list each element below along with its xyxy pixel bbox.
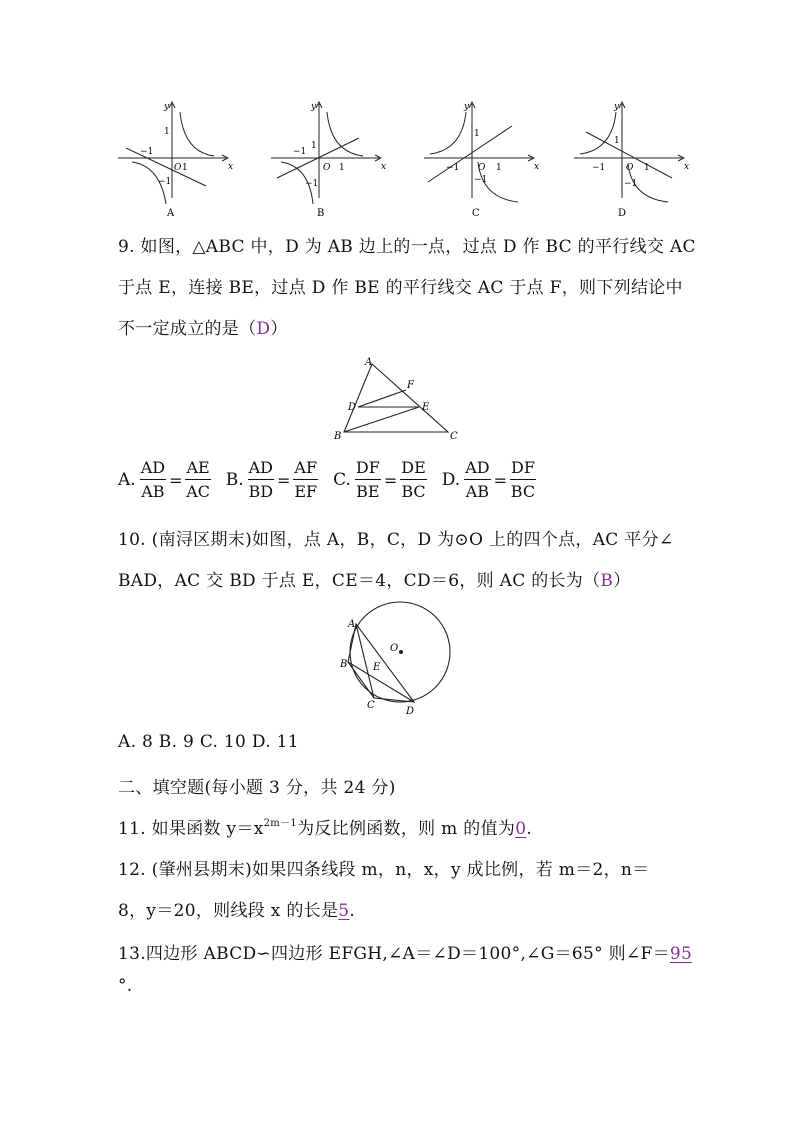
center-dot — [399, 650, 403, 654]
point-label: A — [365, 357, 373, 368]
y-axis-label: y — [311, 102, 317, 112]
q12-line-1: 12. (肇州县期末)如果四条线段 m，n，x，y 成比例，若 m＝2，n＝ — [118, 860, 650, 880]
q10-line-1: 10. (南浔区期末)如图，点 A，B，C，D 为⊙O 上的四个点，AC 平分∠ — [118, 530, 674, 550]
fraction: $\frac{DF}{BC}$ — [510, 458, 536, 501]
tick-label: −1 — [293, 147, 307, 157]
q9-line-1: 9. 如图，△ABC 中，D 为 AB 边上的一点，过点 D 作 BC 的平行线交 AC — [118, 237, 696, 257]
tick-label: 1 — [182, 163, 188, 173]
tick-label: 1 — [339, 163, 345, 173]
q11: 11. 如果函数 $y=x^{2m-1}$为反比例函数，则 m 的值为0. — [118, 818, 533, 839]
fraction: $\frac{AF}{EF}$ — [294, 458, 318, 501]
graph-d — [568, 98, 698, 220]
tick-label: 1 — [311, 141, 317, 151]
tick-label: −1 — [140, 147, 154, 157]
q9-paren: ） — [270, 319, 288, 339]
q10-paren: ） — [613, 571, 631, 591]
option-label: C — [472, 208, 480, 219]
fraction: $\frac{AD}{AB}$ — [465, 458, 490, 501]
point-label: F — [407, 380, 414, 391]
option-c-label: C. — [333, 470, 351, 490]
option-d-label: D. — [441, 470, 461, 490]
q12-line-2: 8，y＝20，则线段 x 的长是5. — [118, 901, 356, 921]
tick-label: −1 — [474, 175, 488, 185]
option-label: B — [317, 208, 325, 219]
x-axis-label: x — [381, 162, 387, 172]
q9-options: A. $\frac{AD}{AB}$ = $\frac{AE}{AC}$ B. $\frac{AD}{BD}$ = $\frac{AF}{EF}$ C. $\frac{DF}{BE}$ = $\frac{DE}{BC}$ D. $\frac{AD}{AB}$ = $\frac{DF}{BC}$ — [118, 458, 536, 501]
tick-label: 1 — [614, 136, 620, 146]
q9-line-3 — [118, 314, 288, 339]
exponent: 2m－1 — [263, 818, 298, 829]
tick-label: −1 — [158, 177, 172, 187]
origin-label: O — [626, 163, 634, 173]
point-label: E — [422, 402, 430, 413]
option-label: A — [167, 208, 175, 219]
tick-label: 1 — [644, 163, 650, 173]
point-label: D — [406, 706, 415, 717]
origin-label: O — [478, 163, 486, 173]
q9-line-2: 于点 E，连接 BE，过点 D 作 BE 的平行线交 AC 于点 F，则下列结论中 — [118, 278, 683, 298]
point-label: B — [340, 659, 348, 670]
point-label: C — [450, 431, 458, 442]
q10-circle-figure — [330, 596, 460, 720]
fraction: $\frac{AD}{AB}$ — [140, 458, 166, 501]
q13-answer: 95 — [669, 944, 693, 964]
y-axis-label: y — [464, 102, 470, 112]
q9-triangle-figure — [330, 352, 470, 446]
option-b-label: B. — [225, 470, 244, 490]
graph-c — [418, 98, 548, 220]
origin-label: O — [323, 163, 331, 173]
q13-line-2: °. — [118, 976, 133, 996]
q9-question-text: 不一定成立的是（ — [118, 319, 257, 339]
y-axis-label: y — [164, 102, 170, 112]
point-label: E — [373, 662, 381, 673]
tick-label: 1 — [496, 163, 502, 173]
q12-answer: 5 — [338, 901, 350, 921]
fraction: $\frac{DF}{BE}$ — [355, 458, 380, 501]
graph-a — [112, 98, 242, 220]
fraction: $\frac{AD}{BD}$ — [248, 458, 274, 501]
q10-options: A. 8 B. 9 C. 10 D. 11 — [118, 732, 299, 752]
point-label: B — [334, 431, 342, 442]
q11-answer: 0 — [515, 819, 527, 839]
graph-b — [265, 98, 395, 220]
point-label: A — [348, 619, 356, 630]
tick-label: −1 — [446, 163, 460, 173]
tick-label: −1 — [592, 163, 606, 173]
fraction: $\frac{AE}{AC}$ — [186, 458, 210, 501]
y-axis-label: y — [614, 102, 620, 112]
point-label: O — [390, 643, 399, 654]
q10-answer: B — [600, 571, 614, 591]
x-axis-label: x — [228, 162, 234, 172]
section-heading: 二、填空题(每小题 3 分，共 24 分) — [118, 778, 396, 798]
x-axis-label: x — [684, 162, 690, 172]
x-axis-label: x — [534, 162, 540, 172]
q9-answer: D — [256, 319, 271, 339]
q10-line-2 — [118, 566, 631, 591]
tick-label: 1 — [164, 127, 170, 137]
fraction: $\frac{DE}{BC}$ — [401, 458, 426, 501]
q10-question-text: BAD，AC 交 BD 于点 E，CE＝4，CD＝6，则 AC 的长为（ — [118, 571, 601, 591]
tick-label: 1 — [474, 129, 480, 139]
tick-label: −1 — [624, 179, 638, 189]
point-label: D — [348, 402, 357, 413]
origin-label: O — [174, 163, 182, 173]
tick-label: −1 — [305, 179, 319, 189]
option-label: D — [618, 208, 627, 219]
option-a-label: A. — [118, 470, 136, 490]
q13-line-1: 13.四边形 ABCD∽四边形 EFGH,∠A＝∠D＝100°,∠G＝65° 则∠F＝95 — [118, 944, 693, 964]
point-label: C — [367, 700, 375, 711]
